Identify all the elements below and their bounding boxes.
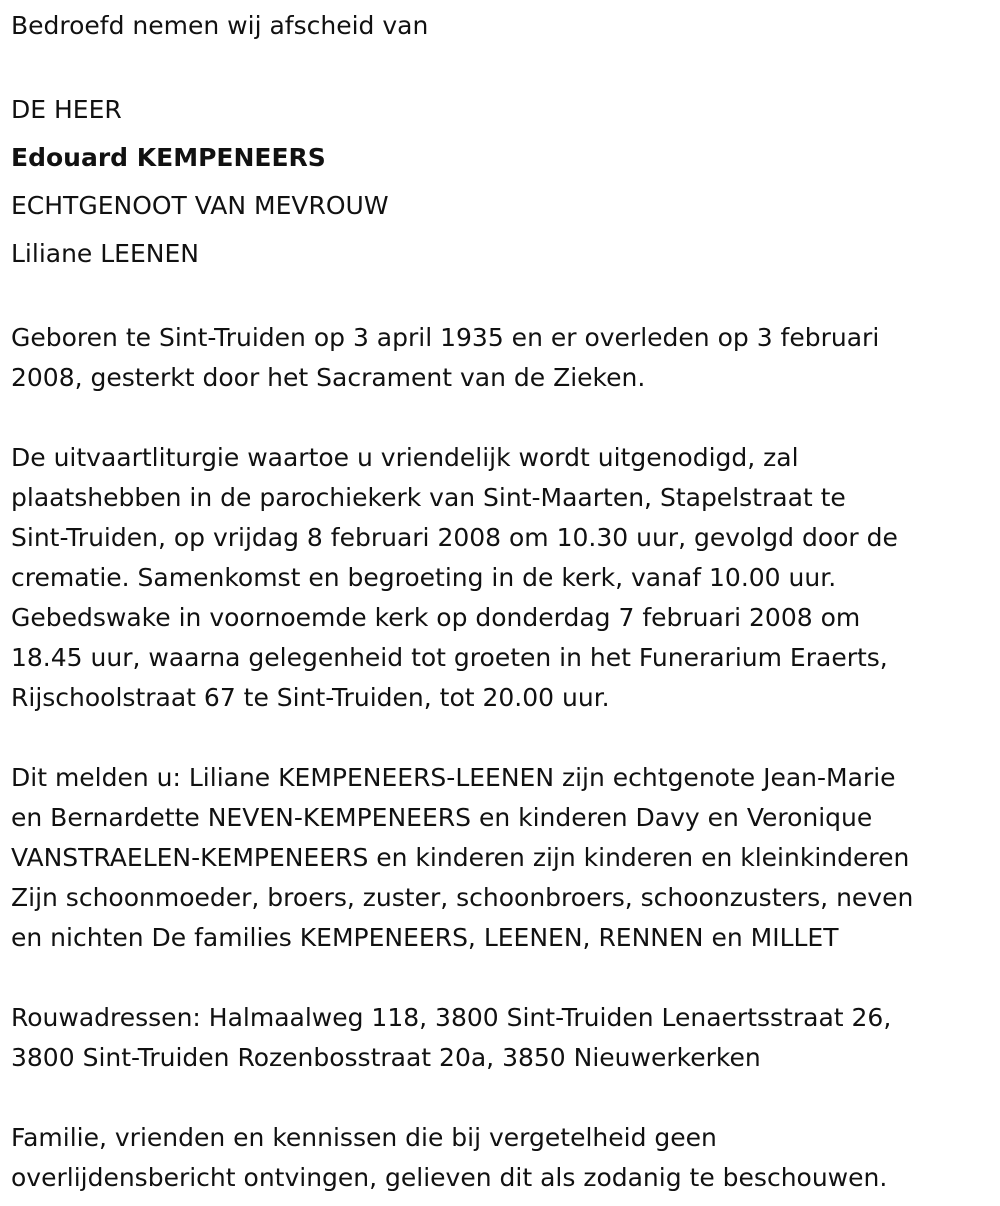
text-line: overlijdensbericht ontvingen, gelieven dit als zodanig te beschouwen. <box>11 1163 888 1192</box>
text-line: Rouwadressen: Halmaalweg 118, 3800 Sint-Truiden Lenaertsstraat 26, <box>11 1003 892 1032</box>
text-line: plaatshebben in de parochiekerk van Sint-Maarten, Stapelstraat te <box>11 483 846 512</box>
text-line: Gebedswake in voornoemde kerk op donderdag 7 februari 2008 om <box>11 603 861 632</box>
intro-text: Bedroefd nemen wij afscheid van <box>11 11 429 40</box>
text-line: Dit melden u: Liliane KEMPENEERS-LEENEN zijn echtgenote Jean-Marie <box>11 763 896 792</box>
name-block <box>11 86 1000 278</box>
text-line: Sint-Truiden, op vrijdag 8 februari 2008 om 10.30 uur, gevolgd door de <box>11 523 898 552</box>
addresses-paragraph <box>11 998 1000 1078</box>
spouse-name: Liliane LEENEN <box>11 239 199 268</box>
deceased-name: Edouard KEMPENEERS <box>11 143 326 172</box>
text-line: 3800 Sint-Truiden Rozenbosstraat 20a, 3850 Nieuwerkerken <box>11 1043 761 1072</box>
text-line: 2008, gesterkt door het Sacrament van de Zieken. <box>11 363 646 392</box>
text-line: en nichten De families KEMPENEERS, LEENEN, RENNEN en MILLET <box>11 923 839 952</box>
funeral-paragraph <box>11 438 1000 718</box>
announcers-paragraph <box>11 758 1000 958</box>
salutation: DE HEER <box>11 95 122 124</box>
relation-text: ECHTGENOOT VAN MEVROUW <box>11 191 389 220</box>
text-line: 18.45 uur, waarna gelegenheid tot groeten in het Funerarium Eraerts, <box>11 643 888 672</box>
text-line: en Bernardette NEVEN-KEMPENEERS en kinderen Davy en Veronique <box>11 803 873 832</box>
closing-paragraph <box>11 1118 1000 1198</box>
text-line: Geboren te Sint-Truiden op 3 april 1935 en er overleden op 3 februari <box>11 323 880 352</box>
text-line: Rijschoolstraat 67 te Sint-Truiden, tot 20.00 uur. <box>11 683 610 712</box>
text-line: De uitvaartliturgie waartoe u vriendelijk wordt uitgenodigd, zal <box>11 443 799 472</box>
birth-death-paragraph <box>11 318 1000 398</box>
text-line: VANSTRAELEN-KEMPENEERS en kinderen zijn kinderen en kleinkinderen <box>11 843 910 872</box>
text-line: Zijn schoonmoeder, broers, zuster, schoonbroers, schoonzusters, neven <box>11 883 914 912</box>
text-line: Familie, vrienden en kennissen die bij vergetelheid geen <box>11 1123 717 1152</box>
text-line: crematie. Samenkomst en begroeting in de kerk, vanaf 10.00 uur. <box>11 563 837 592</box>
